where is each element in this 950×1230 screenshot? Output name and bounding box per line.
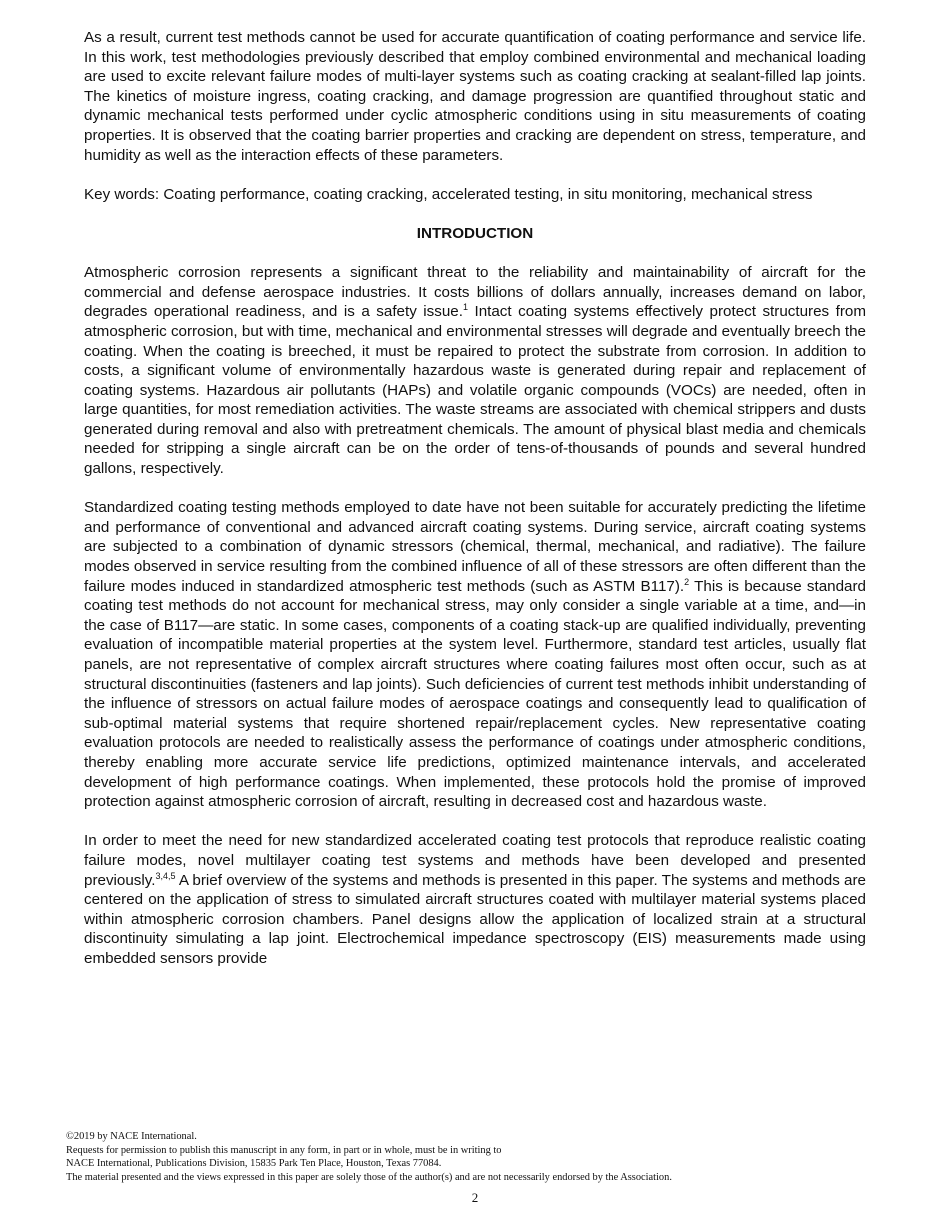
reference-superscript: 1 xyxy=(462,302,468,313)
paragraph-text: In order to meet the need for new standardized accelerated coating test protocols that reproduce realistic coating failure modes, novel multilayer coating test systems and methods have been developed and presented previously. xyxy=(84,832,866,889)
paragraph-text: Standardized coating testing methods employed to date have not been suitable for accurately predicting the lifetime and performance of conventional and advanced aircraft coating systems. During service, aircraft coating systems are subjected to a combination of dynamic stressors (chemical, thermal, mechanical, and radiative). The failure modes observed in service resulting from the combined influence of all of these stressors are often different than the failure modes induced in standardized atmospheric test methods (such as ASTM B117). xyxy=(84,499,866,595)
paragraph-text: A brief overview of the systems and methods is presented in this paper. The systems and methods are centered on the application of stress to simulated aircraft structures coated with multilayer material systems placed within atmospheric corrosion chambers. Panel designs allow the application of localized strain at a structural discontinuity simulating a lap joint. Electrochemical impedance spectroscopy (EIS) measurements made using embedded sensors provide xyxy=(84,871,866,967)
section-heading-introduction: INTRODUCTION xyxy=(416,224,534,242)
paragraph-introduction-2 xyxy=(84,498,866,812)
keywords-paragraph: Key words: Coating performance, coating cracking, accelerated testing, in situ monitoring, mechanical stress xyxy=(84,185,813,203)
page-number: 2 xyxy=(471,1190,479,1205)
paragraph-text: Atmospheric corrosion represents a significant threat to the reliability and maintainability of aircraft for the commercial and defense aerospace industries. It costs billions of dollars annually, increases demand on labor, degrades operational readiness, and is a safety issue. xyxy=(84,264,866,321)
footer-permission: Requests for permission to publish this manuscript in any form, in part or in whole, must be in writing to xyxy=(66,1144,502,1156)
paragraph-text: Intact coating systems effectively protect structures from atmospheric corrosion, but with time, mechanical and environmental stresses will degrade and eventually breech the coating. When the coating is breeched, it must be repaired to protect the substrate from corrosion. In addition to costs, a significant volume of environmentally hazardous waste is generated during repair and replacement of coating systems. Hazardous air pollutants (HAPs) and volatile organic compounds (VOCs) are needed, often in large quantities, for most remediation activities. The waste streams are associated with chemical strippers and dusts generated during removal and also with pretreatment chemicals. The amount of physical blast media and chemicals needed for stripping a single aircraft can be on the order of tens-of-thousands of pounds and several hundred gallons, respectively. xyxy=(84,303,866,478)
paragraph-introduction-1 xyxy=(84,263,866,479)
reference-superscript: 3,4,5 xyxy=(155,870,176,881)
footer-address: NACE International, Publications Division, 15835 Park Ten Place, Houston, Texas 77084. xyxy=(66,1158,442,1170)
page-body xyxy=(84,28,866,988)
paragraph-abstract-continued: As a result, current test methods cannot be used for accurate quantification of coating performance and service life. In this work, test methodologies previously described that employ combined environmental and mechanical loading are used to excite relevant failure modes of multi-layer systems such as coating cracking at sealant-filled lap joints. The kinetics of moisture ingress, coating cracking, and damage progression are quantified throughout static and dynamic mechanical tests performed under cyclic atmospheric conditions using in situ measurements of coating properties. It is observed that the coating barrier properties and cracking are dependent on stress, temperature, and humidity as well as the interaction effects of these parameters. xyxy=(84,29,866,164)
paragraph-introduction-3 xyxy=(84,831,866,968)
reference-superscript: 2 xyxy=(684,576,690,587)
page-footer xyxy=(66,1130,886,1184)
paragraph-text: This is because standard coating test methods do not account for mechanical stress, may only consider a single variable at a time, and—in the case of B117—are static. In some cases, components of a coating stack-up are qualified individually, preventing evaluation of incompatible material properties at the system level. Furthermore, standard test articles, usually flat panels, are not representative of complex aircraft structures where coating failures most often occur, such as at structural discontinuities (fasteners and lap joints). Such deficiencies of current test methods inhibit understanding of the influence of stressors on actual failure modes of aerospace coatings and consequently lead to qualification of sub-optimal material systems that require shortened repair/replacement cycles. New representative coating evaluation protocols are needed to realistically assess the performance of coatings under atmospheric conditions, thereby enabling more accurate service life predictions, optimized maintenance intervals, and accelerated development of high performance coatings. When implemented, these protocols hold the promise of improved protection against atmospheric corrosion of aircraft, resulting in decreased cost and hazardous waste. xyxy=(84,577,866,811)
footer-disclaimer: The material presented and the views expressed in this paper are solely those of the author(s) and are not necessarily endorsed by the Association. xyxy=(66,1171,672,1183)
footer-copyright: ©2019 by NACE International. xyxy=(66,1131,197,1142)
